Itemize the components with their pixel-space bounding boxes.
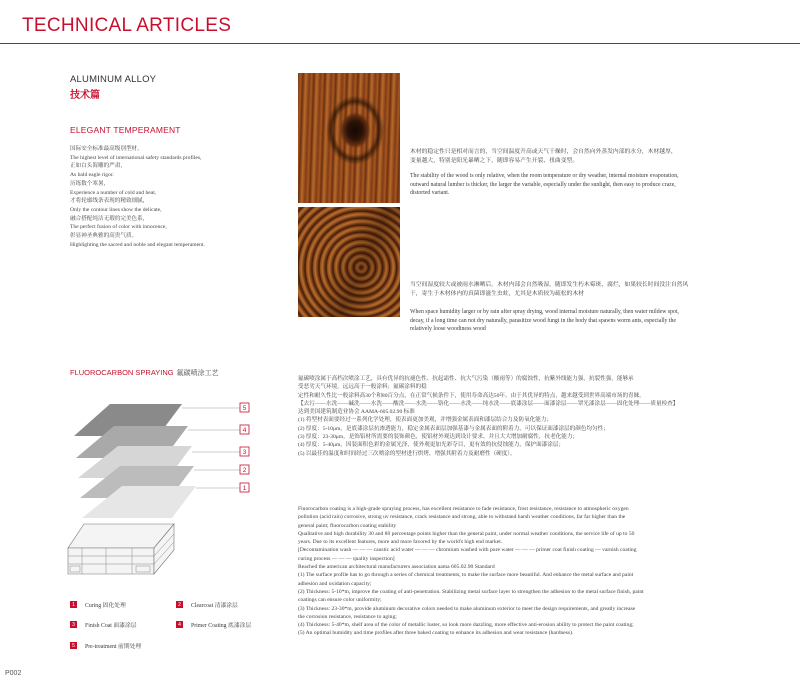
fluoro-heading — [70, 368, 219, 378]
paragraph-line: general paint; fluorocarbon coating stability — [298, 522, 397, 529]
paragraph-line: Reached the american architectural manufacturers association aama 605.02.90 Standard — [298, 564, 495, 571]
paragraph-line: (2) 厚度：5-10μm，是底漆涂层抗渗透能力，稳定金属表面层加强基漆与金属表面的附着力，可以保证面漆涂层的颜色均匀性； — [298, 425, 609, 432]
legend-number: 1 — [70, 601, 77, 608]
layer-number-2: 2 — [242, 467, 247, 474]
paragraph-line: 氟碳喷涂属于高档次喷涂工艺，具有优异的抗褪色性、抗起霜性、抗大气污染（酸雨等）的腐蚀性，抗紫外线能力强，抗裂性强，能够承 — [298, 376, 634, 382]
wood-knot-image — [298, 73, 400, 203]
paragraph-line: 定性和耐久性比一般涂料高30个和80百分点，在正常气候条件下，使用寿命高达50年。由于其优异的特点，越来越受到世界高端市场的青睐。 — [298, 392, 645, 399]
page-number: P002 — [5, 670, 22, 677]
wood-paragraph-2-cn: 当空间湿度较大或被雨水淋晒后，木材内部会自然吸湿，随即发生朽木霉斑、腐烂，如果较长时间没注自然风干，寄生于木材体内的真菌即滋生虫蛀，尤其是木质较为疏松的木材 — [410, 282, 689, 297]
wood-rings-image — [298, 207, 400, 317]
paragraph-line: (4) 厚度：5-40μm，因装面积色彩的金属光泽，使外观更加光彩夺目，更有效的抗侵蚀能力，保护面漆涂层； — [298, 442, 565, 449]
wood-paragraph-1-cn: 木材的稳定性只是相对而言的，当空间温度升高或天气干燥时，会自然向外蒸发内部的水分，木材越厚，变量越大，特别是阳光暴晒之下，随即容易产生开裂、扭曲变型。 — [410, 149, 677, 164]
legend-label: Finish Coat 面漆涂层 — [85, 623, 137, 629]
paragraph-line: (2) Thickness: 5-10*m, improve the coating of anti-penetration. Stabilizing metal surface layer to strengthen the adhesion to the metal surface finish, paint — [298, 588, 644, 595]
wood-paragraph-1-en: The stability of the wood is only relative, when the room temperature or dry weather, internal moisture evaporation, outward natural lumber is thicker, the larger the variable, especially under the sunlight, then easy to produce craze, distorted variant. — [410, 173, 679, 197]
paragraph-line: Fluorocarbon coating is a high-grade spraying process, has excellent resistance to fade resistance, frost resistance, resistance to atmospheric oxygen — [298, 506, 629, 512]
legend-label: Primer Coating 底漆涂层 — [191, 623, 252, 629]
section-title-cn: 技术篇 — [70, 90, 100, 101]
poem-line: As bald eagle rigor. — [70, 172, 114, 179]
layer-number-3: 3 — [242, 449, 247, 456]
poem-line: Only the contour lines show the delicate, — [70, 206, 162, 213]
legend-number: 3 — [70, 621, 77, 628]
poem-line: 才将轮廓线条表现的精致细腻， — [70, 198, 149, 205]
paragraph-line: (3) Thickness: 23-30*m, provide aluminum decorative colors needed to make aluminum exterior to meet the design requirements, and greatly increase — [298, 605, 636, 612]
paragraph-line: pollution (acid rain) corrosive, strong uv resistance, crack resistance and strong, able to withstand harsh weather conditions, far far higher than the — [298, 514, 626, 521]
elegant-heading: ELEGANT TEMPERAMENT — [70, 125, 181, 135]
fluoro-heading-en: FLUOROCARBON SPRAYING — [70, 368, 174, 377]
poem-line: The perfect fusion of color with innocence, — [70, 224, 167, 231]
paragraph-line: coatings can ensure color uniformity; — [298, 597, 382, 604]
page-header-title: TECHNICAL ARTICLES — [22, 15, 232, 36]
fluoro-description-en — [298, 505, 690, 638]
poem-line: 彰显神圣典雅的高贵气质。 — [70, 233, 138, 240]
legend-number: 5 — [70, 642, 77, 649]
paragraph-line: years. Due to its excellent features, more and more favored by the world's high end market. — [298, 539, 503, 546]
legend-item-clearcoat — [176, 600, 238, 609]
poem-line: 历练数个寒暑， — [70, 180, 110, 187]
paragraph-line: 【去污——水洗——碱洗——水洗——酸洗——水洗——铬化——水洗——纯水洗——底漆涂层——面漆涂层——罩光漆涂层——固化处理——质量检查】 — [298, 400, 679, 407]
poem-line: 国际安全标准最高级别型材， — [70, 146, 143, 152]
legend-item-curing — [70, 600, 126, 609]
legend-label: Curing 固化处理 — [85, 603, 126, 609]
layer-number-4: 4 — [242, 427, 247, 434]
poem-line: Experience a number of cold and heat, — [70, 189, 157, 196]
poem-line: 融合搭配纯洁无瑕的完美色系， — [70, 215, 149, 222]
elegant-poem — [70, 145, 270, 249]
legend-label: Clearcoat 清漆涂层 — [191, 603, 238, 609]
wood-paragraph-2-en: When space humidity larger or by rain after spray drying, wood internal moisture naturally, then water mildew spot, decay, if a long time can not dry naturally, parasitize wood fungi in the body that spawns worm ants, especially the relatively loose woodiness wood — [410, 309, 679, 333]
poem-line: Highlighting the sacred and noble and elegant temperament. — [70, 241, 205, 248]
header-divider — [0, 43, 800, 44]
paragraph-line: 达到美国建筑制造业协会 AAMA-605.02.90 标准 — [298, 409, 415, 416]
fluoro-description-cn — [298, 375, 690, 458]
section-title: ALUMINUM ALLOY — [70, 74, 157, 85]
poem-line: 正如白头海雕的严肃， — [70, 163, 126, 170]
legend-number: 4 — [176, 621, 183, 628]
aluminum-profile — [68, 524, 174, 574]
paragraph-line: (1) 将型材表面要经过一系列化学处理，使表面更加美观，并增强金属表面和漆层结合力及防氧化能力； — [298, 417, 553, 424]
paragraph-line: (5) 以最佳的温度和时间经过三次喷涂的型材进行烘烤，增强其附着力及耐磨性（硬度）。 — [298, 450, 516, 457]
legend-label: Pre-treatment 前期处理 — [85, 644, 142, 650]
paragraph-line: (4) Thickness: 5-40*m, shelf area of the color of metallic luster, so look more dazzling, more effective anti-erosion ability to protect the paint coating; — [298, 622, 634, 629]
legend-item-finish-coat — [70, 620, 137, 629]
paragraph-line: the corrosion resistance, resistance to aging; — [298, 613, 397, 620]
paragraph-line: curing process — — — quality inspection] — [298, 555, 395, 562]
paragraph-line: [Decontamination wash — — — caustic acid water — — — chromium washed with pure water — — — primer coat finish coating — varnish coating — [298, 547, 637, 554]
layer-number-badges — [240, 403, 249, 492]
paragraph-line: (3) 厚度：23-30μm，是饰铝材所需要的装饰颜色，使铝材外观达到设计要求，并且大大增加耐腐性，抗老化能力； — [298, 434, 579, 441]
fluoro-heading-cn: 氟碳喷涂工艺 — [176, 370, 219, 377]
legend-item-primer-coating — [176, 620, 251, 629]
layer-number-5: 5 — [242, 405, 247, 412]
coating-layers-diagram — [62, 396, 272, 596]
poem-line: The highest level of international safety standards profiles, — [70, 154, 202, 161]
paragraph-line: adhesion and oxidation capacity; — [298, 580, 372, 587]
paragraph-line: Qualitative and high durability 30 and 80 percentage points higher than the general paint, under normal weather conditions, the service life of up to 50 — [298, 530, 635, 537]
legend-item-pre-treatment — [70, 641, 141, 650]
legend-number: 2 — [176, 601, 183, 608]
paragraph-line: (1) The surface profile has to go through a series of chemical treatments, to make the surface more beautiful. And enhance the metal surface and paint — [298, 572, 634, 579]
layer-number-1: 1 — [242, 485, 247, 492]
paragraph-line: 受恶劣天气环境，远远高于一般涂料；氟碳涂料的稳 — [298, 384, 427, 391]
paragraph-line: (5) An optimal humidity and time profiles after three baked coating to enhance its adhesion and wear resistance (hardness). — [298, 630, 574, 637]
